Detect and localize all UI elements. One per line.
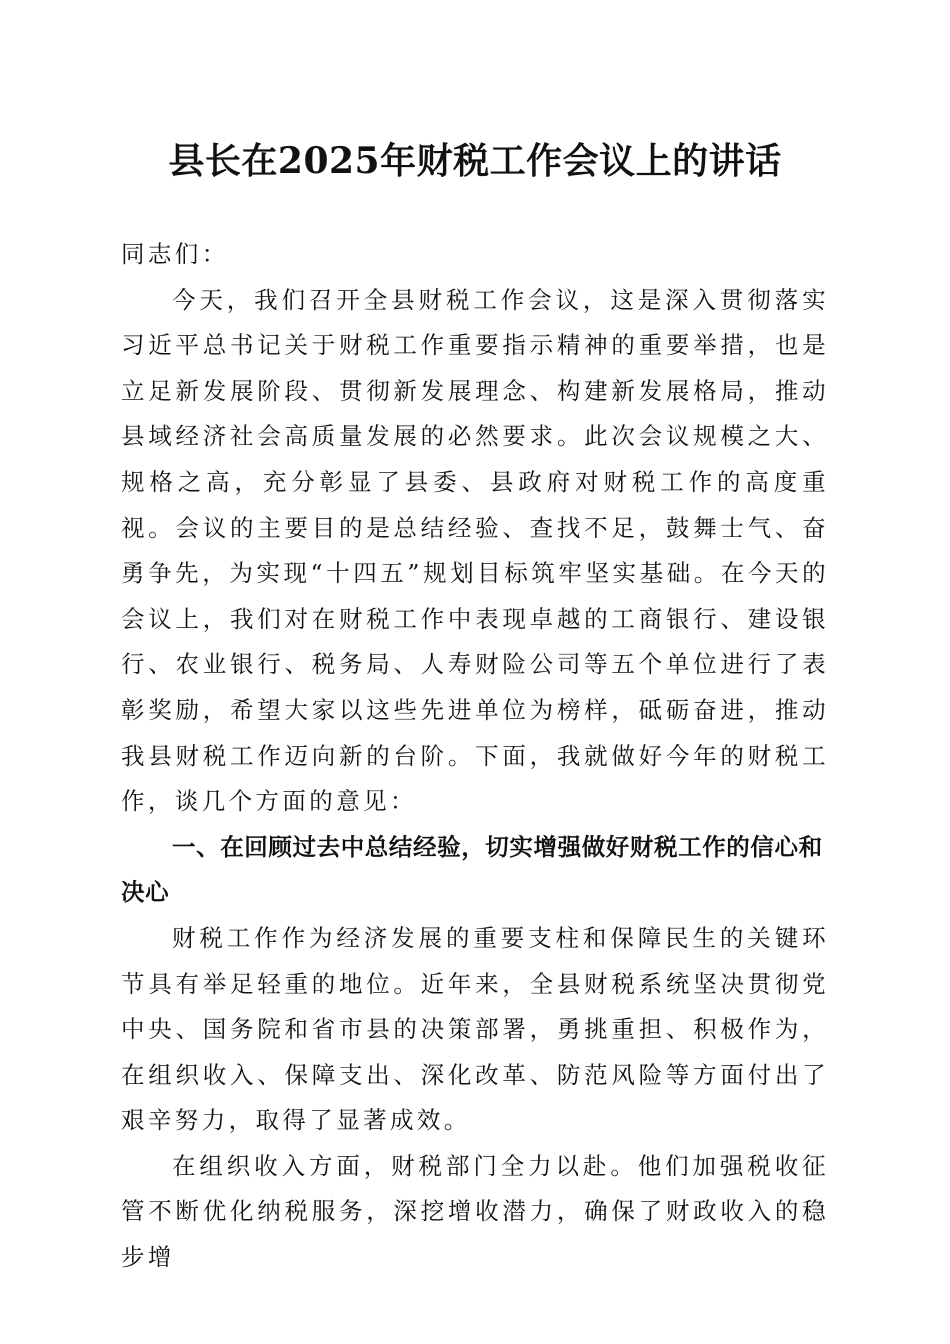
- document-body: [121, 232, 829, 1281]
- section1-paragraph-1: 财税工作作为经济发展的重要支柱和保障民生的关键环节具有举足轻重的地位。近年来，全县财税系统坚决贯彻党中央、国务院和省市县的决策部署，勇挑重担、积极作为，在组织收入、保障支出、深化改革、防范风险等方面付出了艰辛努力，取得了显著成效。: [121, 923, 829, 1135]
- document-title: 县长在2025年财税工作会议上的讲话: [168, 140, 782, 182]
- intro-paragraph: 今天，我们召开全县财税工作会议，这是深入贯彻落实习近平总书记关于财税工作重要指示精神的重要举措，也是立足新发展阶段、贯彻新发展理念、构建新发展格局，推动县域经济社会高质量发展的必然要求。此次会议规模之大、规格之高，充分彰显了县委、县政府对财税工作的高度重视。会议的主要目的是总结经验、查找不足，鼓舞士气、奋勇争先，为实现“十四五”规划目标筑牢坚实基础。在今天的会议上，我们对在财税工作中表现卓越的工商银行、建设银行、农业银行、税务局、人寿财险公司等五个单位进行了表彰奖励，希望大家以这些先进单位为榜样，砥砺奋进，推动我县财税工作迈向新的台阶。下面，我就做好今年的财税工作，谈几个方面的意见：: [121, 285, 829, 816]
- salutation: 同志们：: [121, 240, 229, 268]
- section-heading-1: 一、在回顾过去中总结经验，切实增强做好财税工作的信心和决心: [121, 832, 823, 907]
- section1-paragraph-2: 在组织收入方面，财税部门全力以赴。他们加强税收征管不断优化纳税服务，深挖增收潜力，确保了财政收入的稳步增: [121, 1151, 829, 1272]
